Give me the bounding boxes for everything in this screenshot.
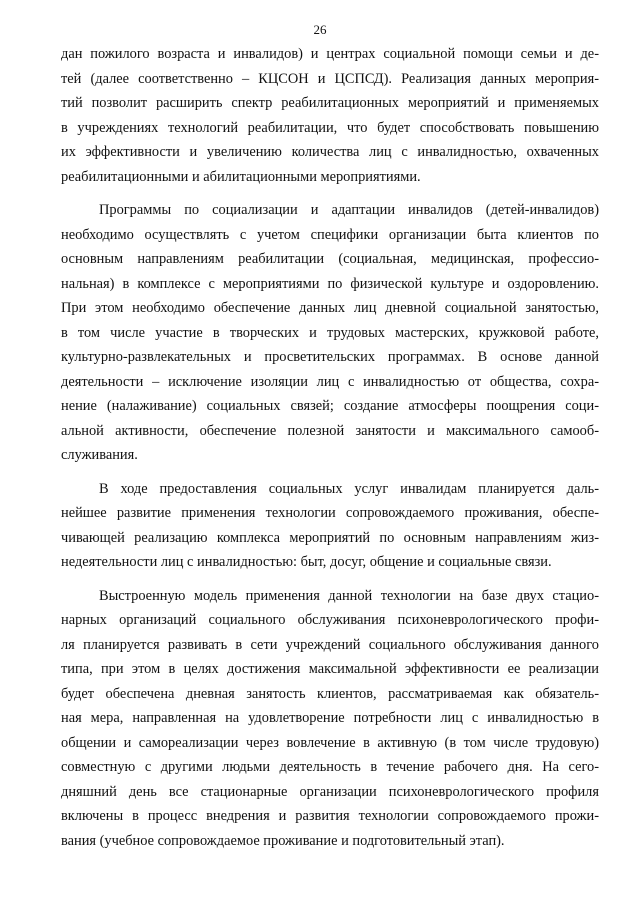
text-line: ля планируется развивать в сети учреждений социального обслуживания данного xyxy=(61,636,599,653)
text-line: основным направлениям реабилитации (социальная, медицинская, профессио- xyxy=(61,251,599,267)
text-line: Программы по социализации и адаптации инвалидов (детей-инвалидов) xyxy=(99,202,599,218)
text-line: чивающей реализацию комплекса мероприятий по основным направлениям жиз- xyxy=(61,529,599,546)
document-body xyxy=(61,42,599,853)
paragraph xyxy=(61,477,599,575)
text-line: реабилитационными и абилитационными мероприятиями. xyxy=(61,168,421,185)
text-line: включены в процесс внедрения и развития технологии сопровождаемого прожи- xyxy=(61,808,599,824)
paragraph-gap xyxy=(61,575,599,584)
text-line: типа, при этом в целях достижения максимальной эффективности ее реализации xyxy=(61,661,599,677)
text-line: совместную с другими людьми деятельность в течение рабочего дня. На сего- xyxy=(61,759,599,775)
text-line: их эффективности и увеличению количества лиц с инвалидностью, охваченных xyxy=(61,144,599,160)
text-line: недеятельности лиц с инвалидностью: быт, досуг, общение и социальные связи. xyxy=(61,554,552,570)
text-line: Выстроенную модель применения данной технологии на базе двух стацио- xyxy=(99,587,599,604)
paragraph xyxy=(61,42,599,189)
text-line: дан пожилого возраста и инвалидов) и центрах социальной помощи семьи и де- xyxy=(61,46,599,62)
text-line: общении и самореализации через вовлечение в активную (в том числе трудовую) xyxy=(61,734,599,751)
text-line: деятельности – исключение изоляции лиц с инвалидностью от общества, сохра- xyxy=(61,373,599,390)
text-line: тей (далее соответственно – КЦСОН и ЦСПСД). Реализация данных мероприя- xyxy=(61,70,599,87)
text-line: служивания. xyxy=(61,447,138,463)
page-number: 26 xyxy=(313,22,327,37)
text-line: При этом необходимо обеспечение данных лиц дневной социальной занятостью, xyxy=(61,300,599,316)
text-line: в том числе участие в творческих и трудовых мастерских, кружковой работе, xyxy=(61,324,599,341)
text-line: культурно-развлекательных и просветительских программах. В основе данной xyxy=(61,349,599,365)
text-line: В ходе предоставления социальных услуг инвалидам планируется даль- xyxy=(99,480,599,497)
text-line: нейшее развитие применения технологии сопровождаемого проживания, обеспе- xyxy=(61,505,599,521)
text-line: ная мера, направленная на удовлетворение потребности лиц с инвалидностью в xyxy=(61,710,599,726)
text-line: нение (налаживание) социальных связей; создание атмосферы поощрения соци- xyxy=(61,398,599,414)
text-line: дняшний день все стационарные организации психоневрологического профиля xyxy=(61,783,599,800)
text-line: тий позволит расширить спектр реабилитационных мероприятий и применяемых xyxy=(61,95,599,111)
paragraph xyxy=(61,198,599,468)
text-line: нарных организаций социального обслуживания психоневрологического профи- xyxy=(61,612,599,628)
text-line: нальная) в комплексе с мероприятиями по физической культуре и оздоровлению. xyxy=(61,275,599,292)
text-line: альной активности, обеспечение полезной занятости и максимального самооб- xyxy=(61,422,599,439)
text-line: в учреждениях технологий реабилитации, что будет способствовать повышению xyxy=(61,119,599,136)
paragraph-gap xyxy=(61,189,599,198)
text-line: будет обеспечена дневная занятость клиентов, рассматриваемая как обязатель- xyxy=(61,685,599,702)
paragraph-gap xyxy=(61,468,599,477)
text-line: необходимо осуществлять с учетом специфики организации быта клиентов по xyxy=(61,226,599,243)
paragraph xyxy=(61,584,599,854)
text-line: вания (учебное сопровождаемое проживание и подготовительный этап). xyxy=(61,832,505,849)
